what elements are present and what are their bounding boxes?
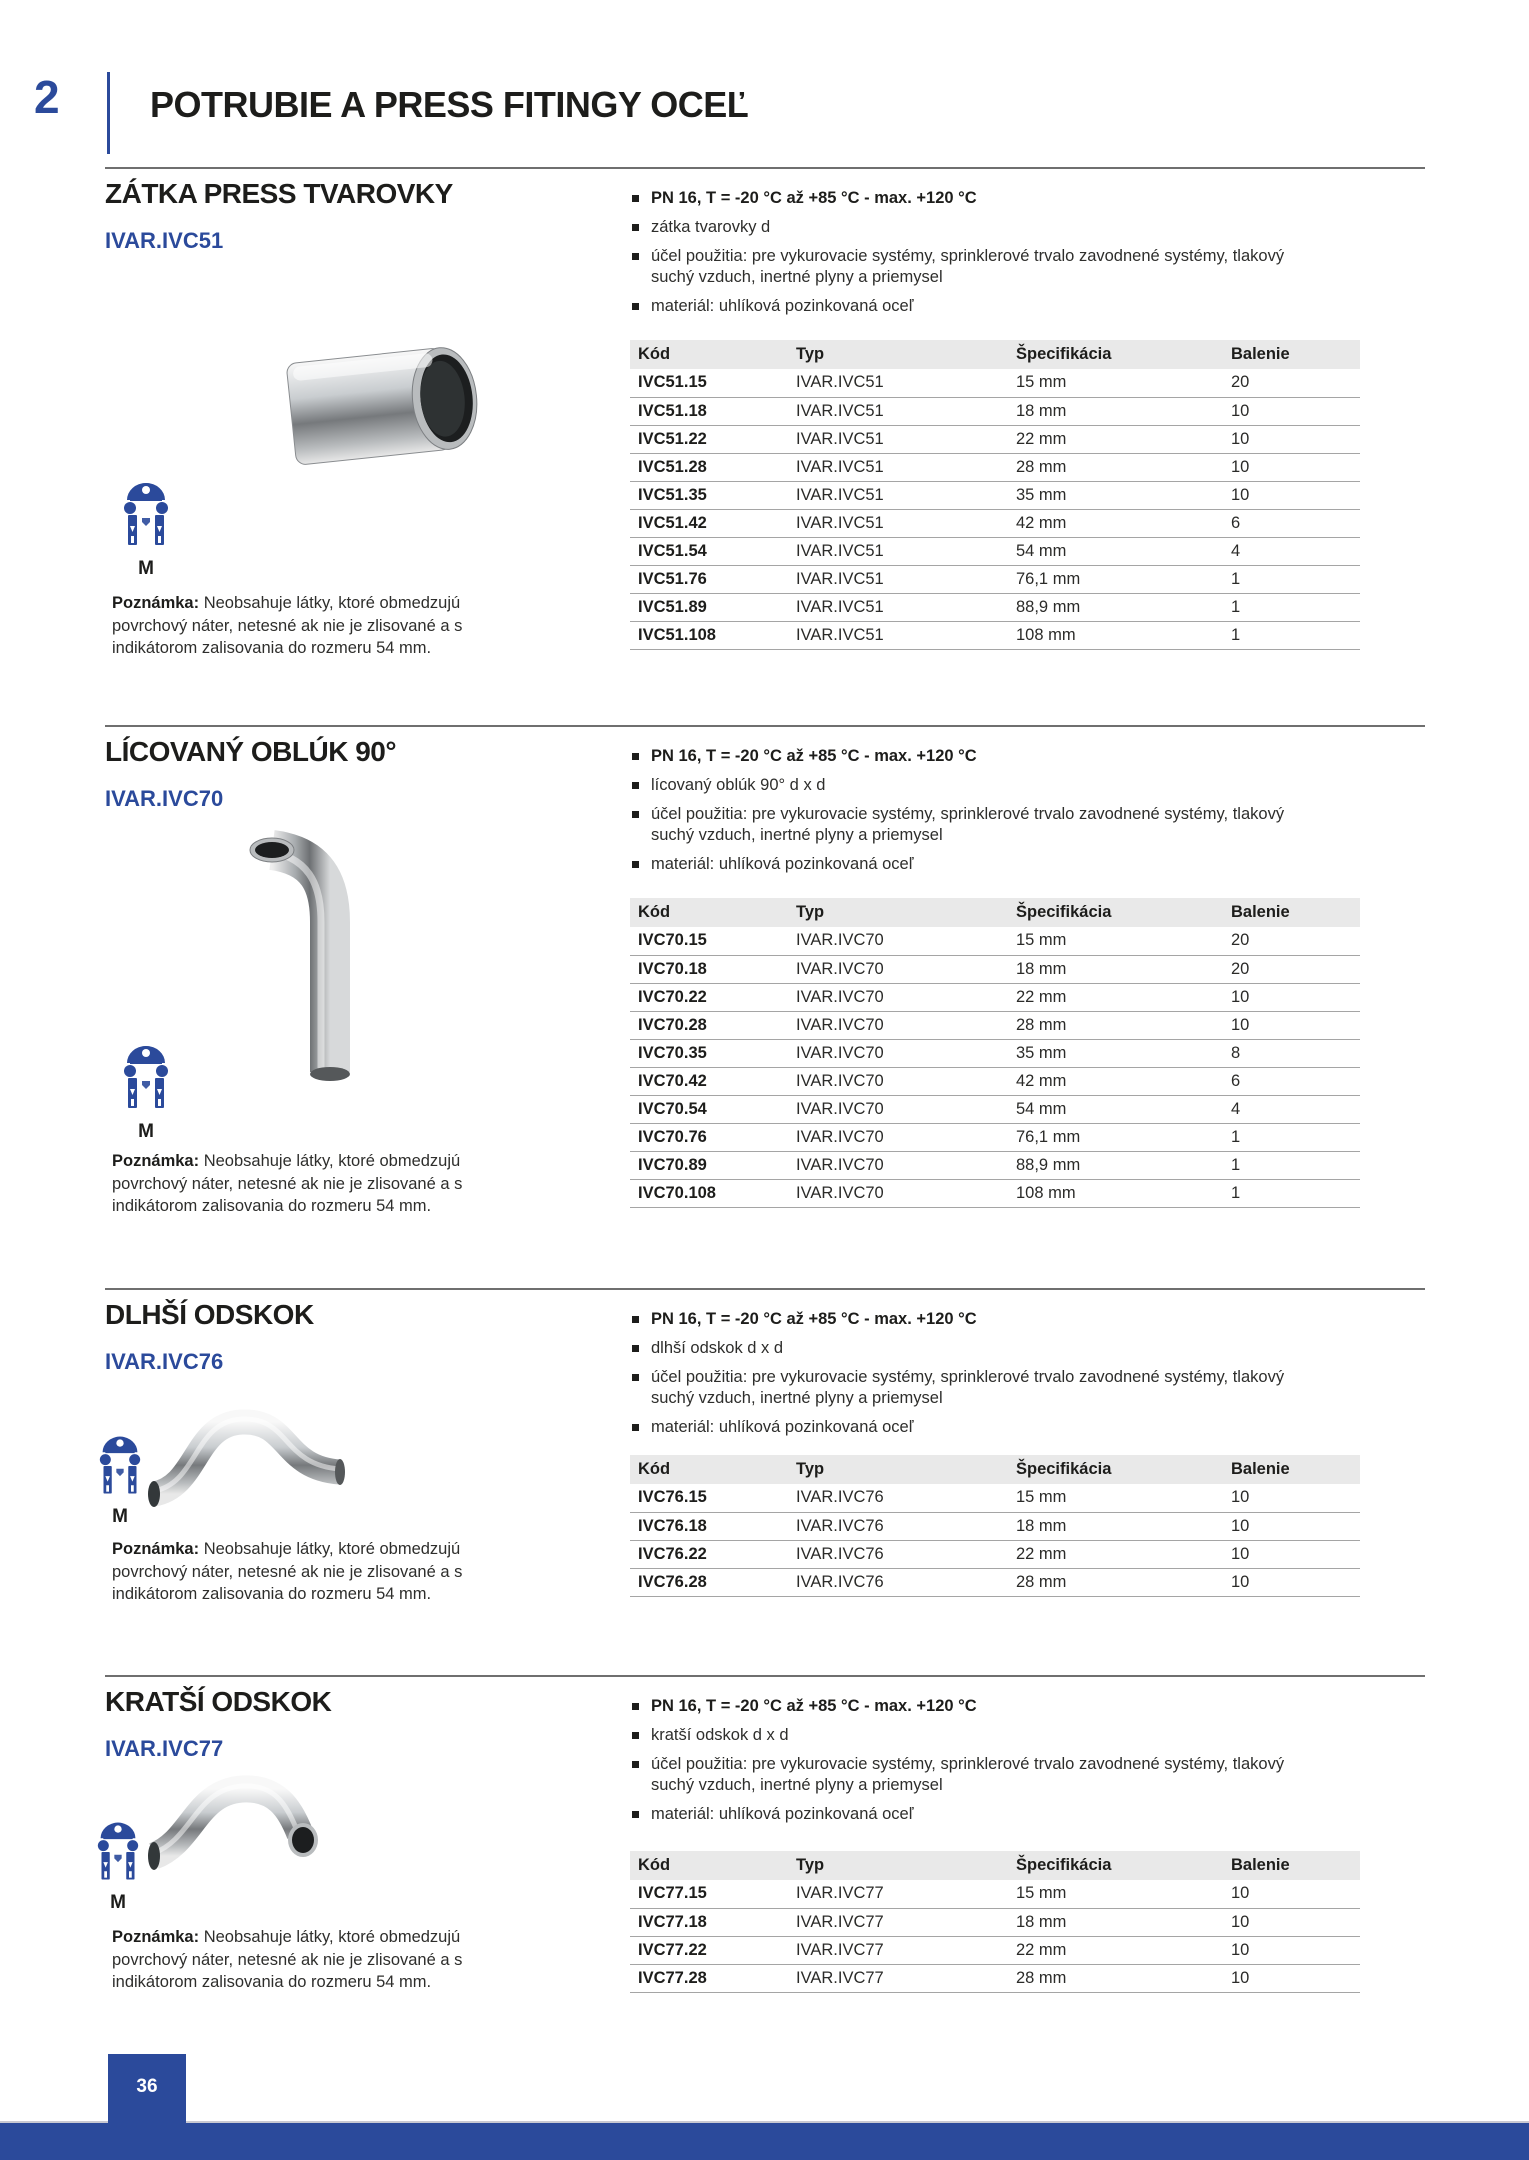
- feature-item: PN 16, T = -20 °C až +85 °C - max. +120 °C: [630, 746, 1292, 767]
- page-number-tab: [108, 2054, 186, 2160]
- note-text: Poznámka: Neobsahuje látky, ktoré obmedzujú povrchový náter, netesné ak nie je zlisované a s indikátorom zalisovania do rozmeru 54 mm.: [112, 1152, 463, 1215]
- product-code-ivc76: IVAR.IVC76: [105, 1349, 224, 1374]
- table-cell: 54 mm: [1008, 537, 1223, 565]
- table-cell: 18 mm: [1008, 955, 1223, 983]
- feature-item: materiál: uhlíková pozinkovaná oceľ: [630, 1417, 1292, 1438]
- feature-item: materiál: uhlíková pozinkovaná oceľ: [630, 296, 1292, 317]
- table-cell: 1: [1223, 1179, 1360, 1207]
- m-profile-icon: [122, 474, 170, 556]
- feature-list: [630, 1309, 1292, 1446]
- m-profile-icon: [96, 1814, 140, 1890]
- table-cell: IVC76.18: [630, 1512, 788, 1540]
- table-cell: 6: [1223, 509, 1360, 537]
- table-row: [630, 621, 1360, 649]
- table-row: [630, 1039, 1360, 1067]
- col-header-kod: Kód: [630, 898, 788, 927]
- table-cell: IVC77.22: [630, 1936, 788, 1964]
- feature-item: PN 16, T = -20 °C až +85 °C - max. +120 °C: [630, 1309, 1292, 1330]
- table-cell: IVAR.IVC76: [796, 1488, 884, 1507]
- table-cell: 28 mm: [1008, 1568, 1223, 1596]
- table-cell: IVAR.IVC51: [788, 593, 1008, 621]
- chapter-number: 2: [34, 71, 60, 123]
- section-title-ivc77: KRATŠÍ ODSKOK: [105, 1686, 332, 1717]
- table-cell: IVC51.28: [630, 453, 788, 481]
- table-cell: 28 mm: [1008, 453, 1223, 481]
- section-title-ivc51: ZÁTKA PRESS TVAROVKY: [105, 178, 453, 209]
- table-row: [630, 425, 1360, 453]
- m-profile-icon: [122, 1037, 170, 1119]
- col-header-kod: Kód: [630, 340, 788, 369]
- table-cell: IVAR.IVC77: [788, 1908, 1008, 1936]
- table-cell: IVC70.28: [630, 1011, 788, 1039]
- table-cell: IVC51.76: [630, 565, 788, 593]
- table-cell: IVC51.18: [630, 397, 788, 425]
- table-cell: 10: [1223, 481, 1360, 509]
- table-row: [630, 955, 1360, 983]
- table-cell: IVAR.IVC70: [788, 955, 1008, 983]
- table-cell: 10: [1231, 1884, 1250, 1903]
- table-cell: IVAR.IVC70: [788, 1151, 1008, 1179]
- col-header-specifikacia: Špecifikácia: [1008, 1851, 1223, 1880]
- m-profile-label: M: [110, 1892, 126, 1913]
- feature-list: [630, 188, 1292, 325]
- table-cell: IVC51.35: [630, 481, 788, 509]
- table-cell: 1: [1223, 1151, 1360, 1179]
- table-cell: IVC70.54: [630, 1095, 788, 1123]
- product-code-ivc70: IVAR.IVC70: [105, 786, 224, 811]
- table-cell: 8: [1223, 1039, 1360, 1067]
- table-cell: 28 mm: [1008, 1011, 1223, 1039]
- m-profile-badge: [122, 1037, 170, 1143]
- table-row: [630, 983, 1360, 1011]
- feature-item: účel použitia: pre vykurovacie systémy, sprinklerové trvalo zavodnené systémy, tlakový suchý vzduch, inertné plyny a priemysel: [630, 246, 1292, 288]
- m-profile-label: M: [138, 1121, 154, 1142]
- table-row: [630, 1540, 1360, 1568]
- product-image-elbow-90: [226, 826, 366, 1092]
- table-cell: IVAR.IVC77: [788, 1964, 1008, 1992]
- table-cell: 28 mm: [1008, 1964, 1223, 1992]
- note-label: Poznámka:: [112, 1928, 200, 1946]
- spec-table-ivc51: [630, 340, 1360, 650]
- table-cell: 4: [1223, 1095, 1360, 1123]
- table-cell: 1: [1223, 621, 1360, 649]
- table-cell: 10: [1223, 983, 1360, 1011]
- table-header-row: [630, 1455, 1360, 1484]
- product-image-press-cap: [277, 338, 488, 474]
- table-cell: IVAR.IVC51: [788, 397, 1008, 425]
- table-row: [630, 1151, 1360, 1179]
- table-cell: 10: [1223, 1568, 1360, 1596]
- m-profile-label: M: [138, 558, 154, 579]
- table-cell: IVC77.15: [638, 1884, 707, 1903]
- table-cell: IVC70.18: [630, 955, 788, 983]
- table-row: [630, 1095, 1360, 1123]
- table-cell: IVC76.15: [638, 1488, 707, 1507]
- table-cell: 1: [1223, 1123, 1360, 1151]
- table-cell: IVC77.18: [630, 1908, 788, 1936]
- table-cell: IVC70.76: [630, 1123, 788, 1151]
- footer-bar: [0, 2121, 1529, 2160]
- table-cell: 42 mm: [1008, 1067, 1223, 1095]
- note-label: Poznámka:: [112, 1152, 200, 1170]
- table-row: [630, 1484, 1360, 1512]
- table-cell: 15 mm: [1016, 931, 1067, 950]
- col-header-specifikacia: Špecifikácia: [1008, 1455, 1223, 1484]
- table-row: [630, 1568, 1360, 1596]
- table-cell: IVC70.42: [630, 1067, 788, 1095]
- table-cell: 10: [1223, 1011, 1360, 1039]
- table-cell: 18 mm: [1008, 397, 1223, 425]
- header-divider-rule: [107, 72, 110, 154]
- table-cell: 10: [1223, 1908, 1360, 1936]
- table-cell: 15 mm: [1016, 1884, 1067, 1903]
- table-row: [630, 1880, 1360, 1908]
- feature-item: materiál: uhlíková pozinkovaná oceľ: [630, 1804, 1292, 1825]
- feature-item: PN 16, T = -20 °C až +85 °C - max. +120 °C: [630, 1696, 1292, 1717]
- table-cell: IVC51.108: [630, 621, 788, 649]
- col-header-kod: Kód: [630, 1851, 788, 1880]
- table-cell: IVAR.IVC51: [788, 453, 1008, 481]
- table-cell: 22 mm: [1008, 425, 1223, 453]
- table-cell: IVAR.IVC76: [788, 1512, 1008, 1540]
- section-title-ivc76: DLHŠÍ ODSKOK: [105, 1299, 314, 1330]
- table-cell: IVAR.IVC70: [788, 1095, 1008, 1123]
- table-cell: 35 mm: [1008, 1039, 1223, 1067]
- feature-item: zátka tvarovky d: [630, 217, 1292, 238]
- feature-item: účel použitia: pre vykurovacie systémy, sprinklerové trvalo zavodnené systémy, tlakový suchý vzduch, inertné plyny a priemysel: [630, 1754, 1292, 1796]
- table-cell: IVC51.22: [630, 425, 788, 453]
- table-cell: IVC76.22: [630, 1540, 788, 1568]
- table-cell: 42 mm: [1008, 509, 1223, 537]
- table-cell: 4: [1223, 537, 1360, 565]
- m-profile-icon: [98, 1428, 142, 1504]
- table-cell: 10: [1223, 1540, 1360, 1568]
- table-cell: 10: [1223, 1512, 1360, 1540]
- col-header-kod: Kód: [630, 1455, 788, 1484]
- feature-item: PN 16, T = -20 °C až +85 °C - max. +120 °C: [630, 188, 1292, 209]
- feature-item: kratší odskok d x d: [630, 1725, 1292, 1746]
- table-cell: 15 mm: [1016, 1488, 1067, 1507]
- table-row: [630, 397, 1360, 425]
- table-cell: IVAR.IVC51: [788, 509, 1008, 537]
- section-divider: [105, 1288, 1425, 1290]
- page-number: 36: [136, 2076, 158, 2097]
- m-profile-label: M: [112, 1506, 128, 1527]
- feature-item: dlhší odskok d x d: [630, 1338, 1292, 1359]
- col-header-specifikacia: Špecifikácia: [1008, 340, 1223, 369]
- table-cell: IVAR.IVC77: [788, 1936, 1008, 1964]
- col-header-balenie: Balenie: [1223, 1455, 1360, 1484]
- table-cell: 76,1 mm: [1008, 565, 1223, 593]
- note-text: Poznámka: Neobsahuje látky, ktoré obmedzujú povrchový náter, netesné ak nie je zlisované a s indikátorom zalisovania do rozmeru 54 mm.: [112, 594, 463, 657]
- table-cell: IVAR.IVC70: [788, 983, 1008, 1011]
- col-header-balenie: Balenie: [1223, 1851, 1360, 1880]
- table-cell: IVAR.IVC70: [788, 1123, 1008, 1151]
- table-cell: 10: [1223, 1964, 1360, 1992]
- table-cell: 88,9 mm: [1008, 1151, 1223, 1179]
- table-cell: IVC77.28: [630, 1964, 788, 1992]
- table-row: [630, 1964, 1360, 1992]
- spec-table-ivc70: [630, 898, 1360, 1208]
- table-cell: IVAR.IVC51: [788, 621, 1008, 649]
- col-header-balenie: Balenie: [1223, 340, 1360, 369]
- table-cell: IVAR.IVC70: [788, 1039, 1008, 1067]
- table-cell: IVAR.IVC51: [788, 565, 1008, 593]
- note-label: Poznámka:: [112, 1540, 200, 1558]
- note-text: Poznámka: Neobsahuje látky, ktoré obmedzujú povrchový náter, netesné ak nie je zlisované a s indikátorom zalisovania do rozmeru 54 mm.: [112, 1540, 463, 1603]
- product-code-ivc51: IVAR.IVC51: [105, 228, 224, 253]
- product-code-ivc77: IVAR.IVC77: [105, 1736, 224, 1761]
- table-row: [630, 593, 1360, 621]
- table-cell: IVAR.IVC77: [796, 1884, 884, 1903]
- table-cell: IVAR.IVC51: [788, 537, 1008, 565]
- section-divider: [105, 167, 1425, 169]
- table-cell: 22 mm: [1008, 1936, 1223, 1964]
- table-cell: IVAR.IVC76: [788, 1540, 1008, 1568]
- table-cell: 1: [1223, 593, 1360, 621]
- table-cell: IVC70.15: [638, 931, 707, 950]
- table-header-row: [630, 898, 1360, 927]
- table-row: [630, 481, 1360, 509]
- table-cell: 54 mm: [1008, 1095, 1223, 1123]
- table-cell: 20: [1231, 931, 1250, 950]
- table-cell: 20: [1223, 955, 1360, 983]
- table-row: [630, 537, 1360, 565]
- feature-item: lícovaný oblúk 90° d x d: [630, 775, 1292, 796]
- table-cell: IVC70.108: [630, 1179, 788, 1207]
- feature-list: [630, 1696, 1292, 1833]
- table-cell: 76,1 mm: [1008, 1123, 1223, 1151]
- table-cell: 20: [1231, 373, 1250, 392]
- table-row: [630, 1936, 1360, 1964]
- table-cell: IVC51.89: [630, 593, 788, 621]
- section-divider: [105, 725, 1425, 727]
- spec-table-ivc76: [630, 1455, 1360, 1597]
- table-row: [630, 369, 1360, 397]
- table-row: [630, 453, 1360, 481]
- table-cell: 10: [1223, 453, 1360, 481]
- page-title: POTRUBIE A PRESS FITINGY OCEĽ: [150, 84, 749, 125]
- col-header-typ: Typ: [788, 1455, 1008, 1484]
- table-cell: IVAR.IVC70: [788, 1179, 1008, 1207]
- table-row: [630, 1179, 1360, 1207]
- section-divider: [105, 1675, 1425, 1677]
- table-row: [630, 927, 1360, 955]
- table-cell: IVC70.89: [630, 1151, 788, 1179]
- table-cell: 35 mm: [1008, 481, 1223, 509]
- table-cell: 18 mm: [1008, 1908, 1223, 1936]
- table-cell: 108 mm: [1008, 621, 1223, 649]
- table-cell: 22 mm: [1008, 983, 1223, 1011]
- table-row: [630, 1908, 1360, 1936]
- table-cell: IVAR.IVC70: [788, 1067, 1008, 1095]
- col-header-specifikacia: Špecifikácia: [1008, 898, 1223, 927]
- table-row: [630, 1011, 1360, 1039]
- table-cell: IVAR.IVC51: [788, 425, 1008, 453]
- note-text: Poznámka: Neobsahuje látky, ktoré obmedzujú povrchový náter, netesné ak nie je zlisované a s indikátorom zalisovania do rozmeru 54 mm.: [112, 1928, 463, 1991]
- table-cell: 6: [1223, 1067, 1360, 1095]
- feature-item: účel použitia: pre vykurovacie systémy, sprinklerové trvalo zavodnené systémy, tlakový suchý vzduch, inertné plyny a priemysel: [630, 1367, 1292, 1409]
- feature-item: materiál: uhlíková pozinkovaná oceľ: [630, 854, 1292, 875]
- table-row: [630, 565, 1360, 593]
- table-cell: IVC70.35: [630, 1039, 788, 1067]
- table-cell: 1: [1223, 565, 1360, 593]
- feature-list: [630, 746, 1292, 883]
- m-profile-badge: [94, 1814, 142, 1914]
- table-cell: 10: [1223, 425, 1360, 453]
- m-profile-badge: [122, 474, 170, 580]
- table-cell: 22 mm: [1008, 1540, 1223, 1568]
- table-cell: IVC51.15: [638, 373, 707, 392]
- table-header-row: [630, 340, 1360, 369]
- table-cell: 15 mm: [1016, 373, 1067, 392]
- col-header-typ: Typ: [788, 1851, 1008, 1880]
- table-cell: IVAR.IVC51: [788, 481, 1008, 509]
- table-cell: IVC51.42: [630, 509, 788, 537]
- table-cell: 108 mm: [1008, 1179, 1223, 1207]
- table-cell: 18 mm: [1008, 1512, 1223, 1540]
- table-row: [630, 509, 1360, 537]
- col-header-balenie: Balenie: [1223, 898, 1360, 927]
- feature-item: účel použitia: pre vykurovacie systémy, sprinklerové trvalo zavodnené systémy, tlakový suchý vzduch, inertné plyny a priemysel: [630, 804, 1292, 846]
- table-cell: 88,9 mm: [1008, 593, 1223, 621]
- product-image-short-offset: [140, 1766, 330, 1878]
- section-title-ivc70: LÍCOVANÝ OBLÚK 90°: [105, 736, 397, 767]
- table-row: [630, 1123, 1360, 1151]
- table-cell: IVC76.28: [630, 1568, 788, 1596]
- col-header-typ: Typ: [788, 340, 1008, 369]
- table-cell: IVAR.IVC76: [788, 1568, 1008, 1596]
- table-cell: IVAR.IVC70: [788, 1011, 1008, 1039]
- table-cell: 10: [1223, 1936, 1360, 1964]
- table-header-row: [630, 1851, 1360, 1880]
- col-header-typ: Typ: [788, 898, 1008, 927]
- spec-table-ivc77: [630, 1851, 1360, 1993]
- table-cell: 10: [1231, 1488, 1250, 1507]
- note-label: Poznámka:: [112, 594, 200, 612]
- table-row: [630, 1067, 1360, 1095]
- table-row: [630, 1512, 1360, 1540]
- product-image-long-offset: [140, 1396, 354, 1512]
- table-cell: IVC70.22: [630, 983, 788, 1011]
- table-cell: 10: [1223, 397, 1360, 425]
- table-cell: IVC51.54: [630, 537, 788, 565]
- m-profile-badge: [96, 1428, 144, 1528]
- table-cell: IVAR.IVC70: [796, 931, 884, 950]
- table-cell: IVAR.IVC51: [796, 373, 884, 392]
